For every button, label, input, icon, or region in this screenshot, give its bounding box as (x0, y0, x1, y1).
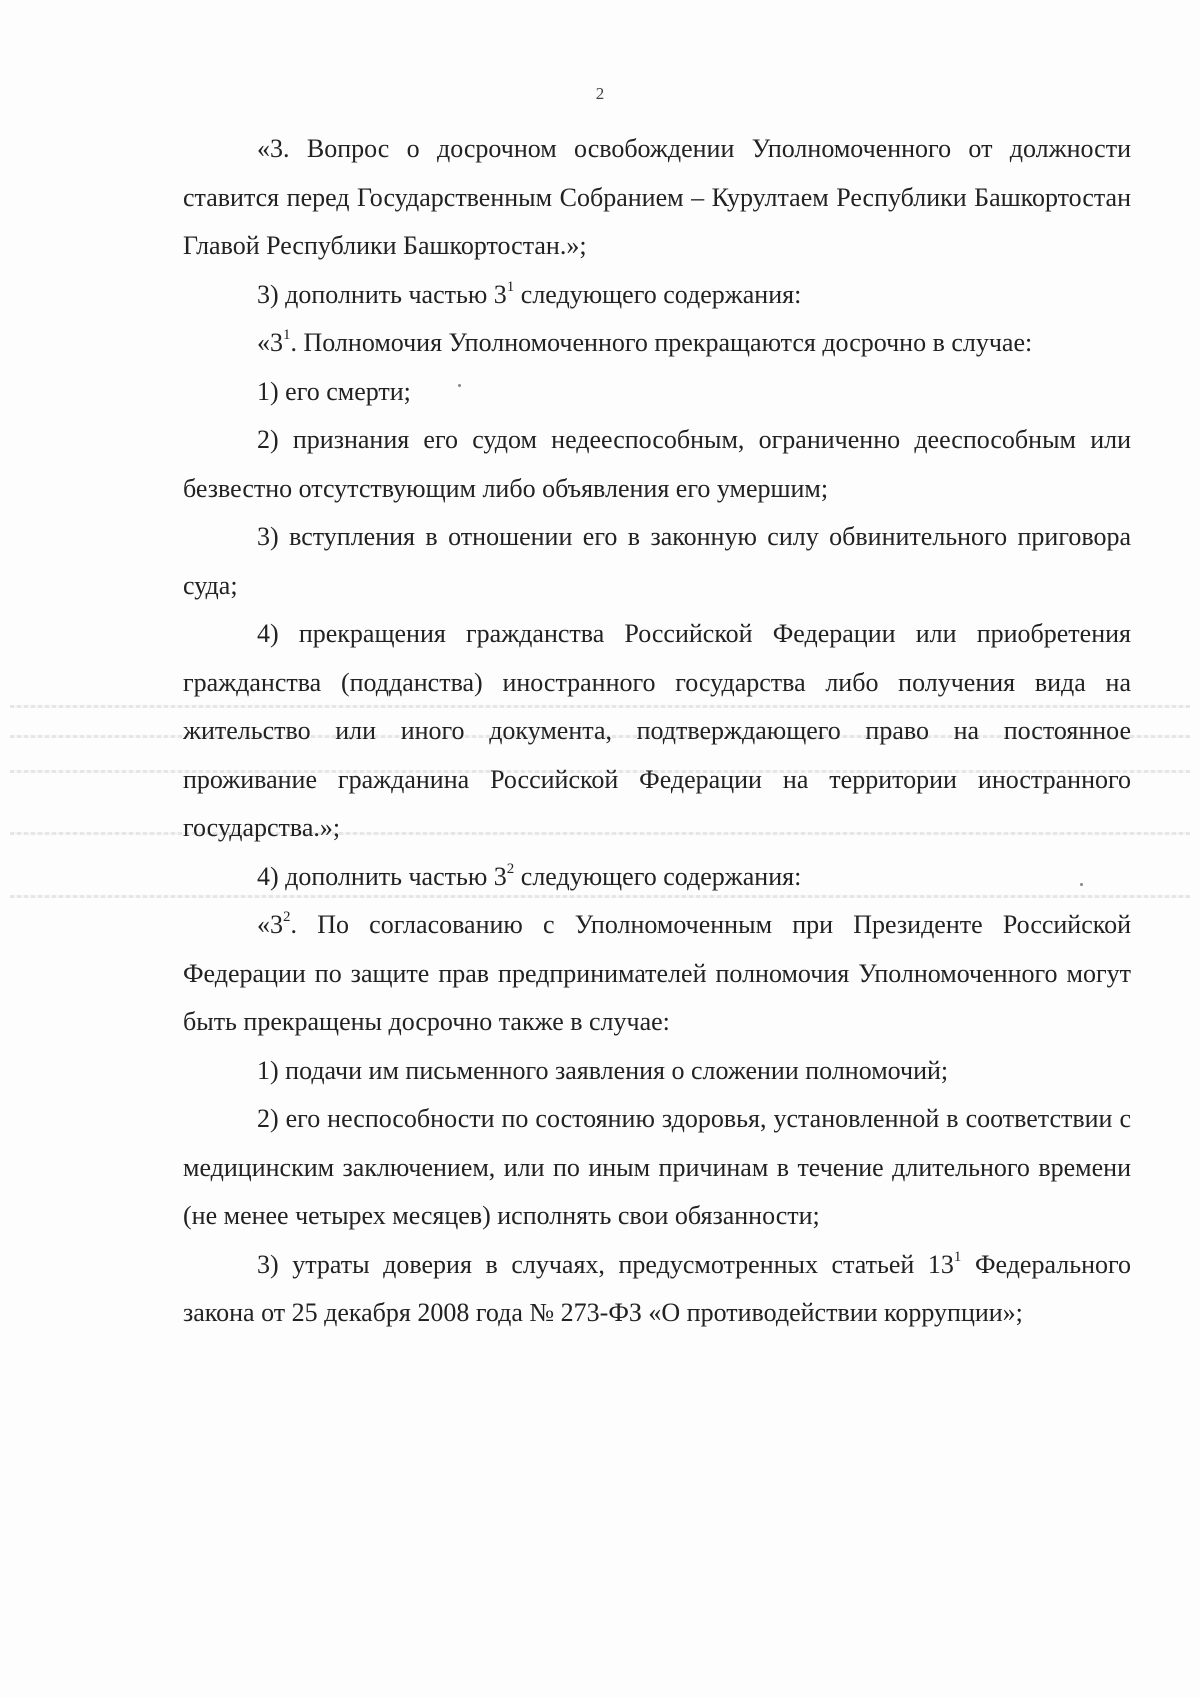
paragraph-text: «3. Вопрос о досрочном освобождении Уполномоченного от должности ставится перед Государственным Собранием – Курултаем Республики Башкортостан Главой Республики Башкортостан.»; (183, 134, 1131, 260)
paragraph-text: . По согласованию с Уполномоченным при Президенте Российской Федерации по защите прав предпринимателей полномочия Уполномоченного могут быть прекращены досрочно также в случае: (183, 910, 1131, 1036)
superscript: 1 (953, 1248, 962, 1265)
list-item-death (183, 368, 1131, 417)
list-item-resignation (183, 1047, 1131, 1096)
paragraph-text: следующего содержания: (514, 279, 802, 309)
paragraph-text: 2) его неспособности по состоянию здоровья, установленной в соответствии с медицинским заключением, или по иным причинам в течение длительного времени (не менее четырех месяцев) исполнять свои обязанности; (183, 1104, 1131, 1230)
paragraph-text: 4) прекращения гражданства Российской Федерации или приобретения гражданства (подданства) иностранного государства либо получения вида на жительство или иного документа, подтверждающего право на постоянное проживание гражданина Российской Федерации на территории иностранного государства.»; (183, 619, 1131, 842)
list-item-incapacity (183, 416, 1131, 513)
paragraph-text: Федерального закона от 25 декабря 2008 года № 273-ФЗ «О противодействии коррупции»; (183, 1249, 1131, 1327)
paragraph-text: 3) дополнить частью 3 (257, 279, 507, 309)
superscript: 2 (283, 909, 291, 925)
paragraph-part-3-1-heading (183, 319, 1131, 368)
superscript: 1 (506, 278, 515, 295)
paragraph-text: 1) подачи им письменного заявления о сложении полномочий; (257, 1055, 949, 1085)
paragraph-removal-procedure (183, 125, 1131, 271)
paragraph-text: 3) утраты доверия в случаях, предусмотренных статьей 13 (257, 1249, 954, 1279)
list-item-loss-of-trust (183, 1241, 1131, 1338)
superscript: 2 (506, 860, 515, 877)
list-item-health (183, 1095, 1131, 1241)
list-item-conviction (183, 513, 1131, 610)
list-item-citizenship (183, 610, 1131, 853)
paragraph-amend-part-3-1 (183, 271, 1131, 320)
paragraph-amend-part-3-2 (183, 853, 1131, 902)
paragraph-text: 1) его смерти; (257, 376, 411, 406)
superscript: 1 (283, 327, 291, 343)
document-body (183, 125, 1131, 1338)
paragraph-text: 4) дополнить частью 3 (257, 861, 507, 891)
paragraph-part-3-2-heading (183, 901, 1131, 1047)
paragraph-text: . Полномочия Уполномоченного прекращаются досрочно в случае: (290, 328, 1033, 357)
paragraph-text: «3 (257, 328, 283, 357)
paragraph-text: «3 (257, 910, 283, 939)
page-number: 2 (595, 84, 605, 103)
paragraph-text: следующего содержания: (514, 861, 802, 891)
paragraph-text: 2) признания его судом недееспособным, ограниченно дееспособным или безвестно отсутствующим либо объявления его умершим; (183, 425, 1131, 503)
paragraph-text: 3) вступления в отношении его в законную силу обвинительного приговора суда; (183, 522, 1131, 600)
